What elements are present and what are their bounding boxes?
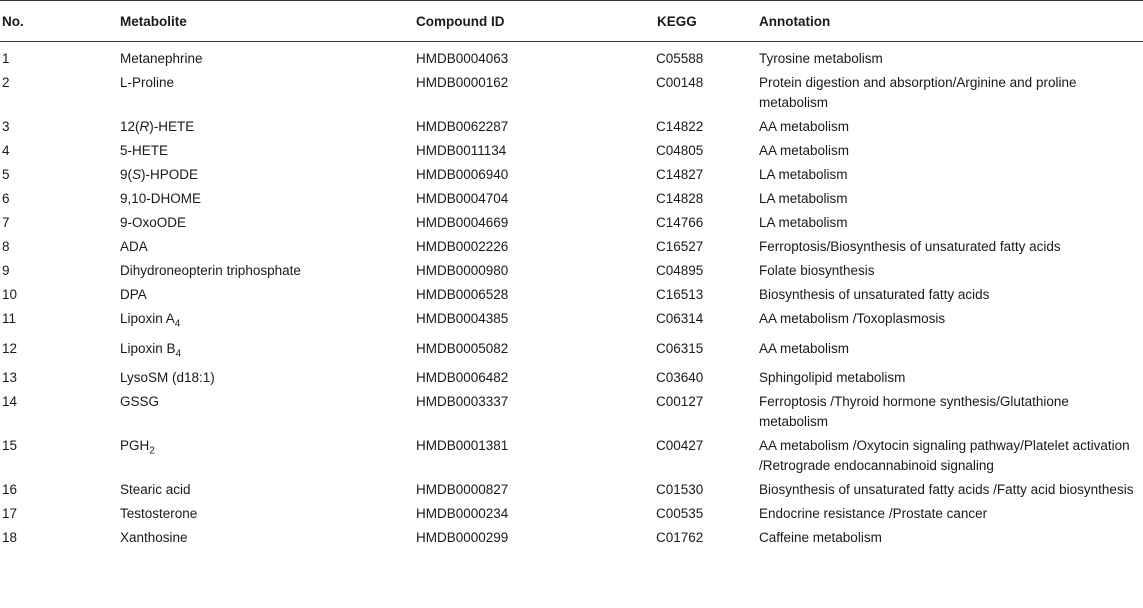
cell-no: 16 xyxy=(2,482,18,498)
cell-no: 15 xyxy=(2,438,18,454)
cell-compound-id: HMDB0005082 xyxy=(416,340,509,356)
cell-compound-id: HMDB0004669 xyxy=(416,215,509,230)
cell-compound-id: HMDB0001381 xyxy=(416,438,509,454)
cell-compound-id: HMDB0004385 xyxy=(416,311,509,326)
cell-kegg: C00535 xyxy=(656,506,704,522)
cell-metabolite xyxy=(118,337,414,367)
table-row xyxy=(0,139,1143,163)
cell-kegg: C00148 xyxy=(656,75,704,90)
cell-metabolite: Dihydroneopterin triphosphate xyxy=(120,263,301,278)
cell-compound-id: HMDB0003337 xyxy=(416,394,509,410)
cell-annotation: Tyrosine metabolism xyxy=(759,51,883,66)
cell-annotation: Biosynthesis of unsaturated fatty acids xyxy=(759,287,990,302)
table-row xyxy=(0,259,1143,283)
cell-compound-id: HMDB0006940 xyxy=(416,167,509,182)
table-row xyxy=(0,434,1143,478)
cell-no: 1 xyxy=(2,51,10,66)
header-metabolite: Metabolite xyxy=(118,1,414,42)
cell-no: 13 xyxy=(2,370,18,386)
cell-annotation: AA metabolism xyxy=(759,119,850,134)
cell-annotation: AA metabolism xyxy=(759,340,850,356)
cell-annotation: Biosynthesis of unsaturated fatty acids /Fatty acid biosynthesis xyxy=(759,482,1134,498)
cell-metabolite: DPA xyxy=(120,287,147,302)
cell-metabolite xyxy=(118,115,414,139)
cell-metabolite: L-Proline xyxy=(120,75,175,90)
cell-compound-id: HMDB0000234 xyxy=(416,506,509,522)
cell-no: 3 xyxy=(2,119,10,134)
cell-metabolite: GSSG xyxy=(120,394,160,410)
table-row xyxy=(0,235,1143,259)
cell-annotation: AA metabolism /Toxoplasmosis xyxy=(759,311,946,326)
table-header xyxy=(0,1,1143,42)
cell-compound-id: HMDB0011134 xyxy=(416,143,507,158)
cell-kegg: C05588 xyxy=(656,51,704,66)
cell-no: 8 xyxy=(2,239,10,254)
cell-no: 18 xyxy=(2,530,18,546)
cell-annotation: AA metabolism /Oxytocin signaling pathway/Platelet activation /Retrograde endocannabinoid signaling xyxy=(759,438,1130,474)
cell-no: 14 xyxy=(2,394,18,410)
table-body xyxy=(0,42,1143,551)
cell-kegg: C14766 xyxy=(656,215,704,230)
cell-no: 5 xyxy=(2,167,10,182)
metabolite-text: 9( xyxy=(120,167,133,182)
cell-metabolite: LysoSM (d18:1) xyxy=(120,370,215,386)
cell-no: 10 xyxy=(2,287,18,302)
cell-metabolite xyxy=(118,307,414,337)
cell-no: 12 xyxy=(2,340,18,356)
table-row xyxy=(0,283,1143,307)
table-row xyxy=(0,71,1143,115)
cell-compound-id: HMDB0062287 xyxy=(416,119,509,134)
cell-no: 2 xyxy=(2,75,10,90)
cell-annotation: Ferroptosis /Thyroid hormone synthesis/Glutathione metabolism xyxy=(759,394,1069,430)
cell-metabolite: Stearic acid xyxy=(120,482,191,498)
cell-no: 7 xyxy=(2,215,10,230)
metabolite-text: PGH xyxy=(120,438,150,454)
cell-metabolite: Testosterone xyxy=(120,506,198,522)
cell-kegg: C16513 xyxy=(656,287,704,302)
cell-kegg: C14828 xyxy=(656,191,704,206)
cell-compound-id: HMDB0006482 xyxy=(416,370,509,386)
cell-kegg: C04805 xyxy=(656,143,704,158)
cell-kegg: C00427 xyxy=(656,438,704,454)
cell-metabolite: 9-OxoODE xyxy=(120,215,187,230)
cell-compound-id: HMDB0000980 xyxy=(416,263,509,278)
metabolite-subscript: 4 xyxy=(174,318,181,330)
table-row xyxy=(0,307,1143,337)
cell-annotation: Caffeine metabolism xyxy=(759,530,882,546)
table-row xyxy=(0,526,1143,550)
cell-metabolite: Xanthosine xyxy=(120,530,188,546)
cell-annotation: Endocrine resistance /Prostate cancer xyxy=(759,506,988,522)
table-row xyxy=(0,366,1143,390)
cell-annotation: LA metabolism xyxy=(759,215,848,230)
cell-kegg: C04895 xyxy=(656,263,704,278)
cell-annotation: LA metabolism xyxy=(759,191,848,206)
cell-compound-id: HMDB0000299 xyxy=(416,530,509,546)
cell-metabolite xyxy=(118,163,414,187)
cell-compound-id: HMDB0004704 xyxy=(416,191,509,206)
table-row xyxy=(0,115,1143,139)
cell-kegg: C00127 xyxy=(656,394,704,410)
cell-annotation: LA metabolism xyxy=(759,167,848,182)
cell-no: 4 xyxy=(2,143,10,158)
cell-kegg: C01762 xyxy=(656,530,704,546)
metabolite-stereo: S xyxy=(132,167,142,182)
metabolite-stereo: R xyxy=(139,119,150,134)
cell-kegg: C16527 xyxy=(656,239,704,254)
table-row xyxy=(0,42,1143,72)
cell-metabolite: Metanephrine xyxy=(120,51,203,66)
header-compound-id: Compound ID xyxy=(414,1,611,42)
cell-kegg: C06314 xyxy=(656,311,704,326)
cell-no: 9 xyxy=(2,263,10,278)
cell-no: 6 xyxy=(2,191,10,206)
cell-no: 17 xyxy=(2,506,18,522)
cell-compound-id: HMDB0006528 xyxy=(416,287,509,302)
cell-kegg: C06315 xyxy=(656,340,704,356)
cell-kegg: C01530 xyxy=(656,482,704,498)
table-row xyxy=(0,163,1143,187)
metabolite-text: Lipoxin A xyxy=(120,311,175,326)
cell-annotation: Protein digestion and absorption/Arginine and proline metabolism xyxy=(759,75,1077,110)
table-row xyxy=(0,211,1143,235)
cell-annotation: Folate biosynthesis xyxy=(759,263,875,278)
metabolite-text: 12( xyxy=(120,119,140,134)
header-annotation: Annotation xyxy=(757,1,1143,42)
cell-no: 11 xyxy=(2,311,17,326)
metabolite-text: Lipoxin B xyxy=(120,340,176,356)
header-no: No. xyxy=(0,1,118,42)
table-row xyxy=(0,187,1143,211)
cell-annotation: Sphingolipid metabolism xyxy=(759,370,906,386)
cell-metabolite: 9,10-DHOME xyxy=(120,191,202,206)
cell-metabolite xyxy=(118,434,414,478)
cell-annotation: AA metabolism xyxy=(759,143,850,158)
cell-compound-id: HMDB0000827 xyxy=(416,482,509,498)
table-row xyxy=(0,390,1143,434)
metabolite-text-suffix: )-HPODE xyxy=(141,167,199,182)
header-kegg: KEGG xyxy=(611,1,757,42)
cell-compound-id: HMDB0000162 xyxy=(416,75,509,90)
cell-annotation: Ferroptosis/Biosynthesis of unsaturated fatty acids xyxy=(759,239,1061,254)
cell-metabolite: ADA xyxy=(120,239,148,254)
table-row xyxy=(0,502,1143,526)
cell-compound-id: HMDB0002226 xyxy=(416,239,509,254)
cell-kegg: C03640 xyxy=(656,370,704,386)
metabolite-subscript: 2 xyxy=(149,446,155,458)
table-row xyxy=(0,337,1143,367)
cell-metabolite: 5-HETE xyxy=(120,143,169,158)
table-row xyxy=(0,478,1143,502)
metabolite-subscript: 4 xyxy=(175,348,182,360)
header-row xyxy=(0,1,1143,42)
cell-kegg: C14827 xyxy=(656,167,704,182)
cell-compound-id: HMDB0004063 xyxy=(416,51,509,66)
metabolite-text-suffix: )-HETE xyxy=(149,119,195,134)
cell-kegg: C14822 xyxy=(656,119,704,134)
